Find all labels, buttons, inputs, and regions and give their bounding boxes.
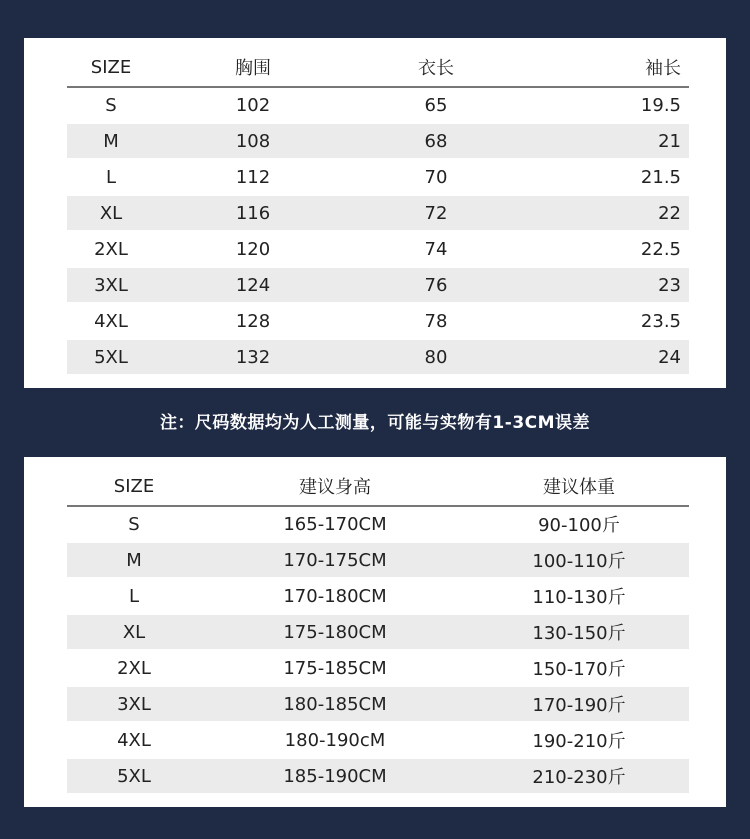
table-row	[67, 231, 689, 267]
cell-weight: 210-230斤	[469, 758, 689, 794]
table-row	[67, 578, 689, 614]
cell-weight: 130-150斤	[469, 614, 689, 650]
cell-size: 3XL	[67, 686, 201, 722]
table-row	[67, 159, 689, 195]
cell-size: M	[67, 123, 155, 159]
cell-size: 5XL	[67, 758, 201, 794]
cell-weight: 100-110斤	[469, 542, 689, 578]
cell-length: 68	[351, 123, 521, 159]
cell-sleeve: 19.5	[521, 87, 689, 123]
cell-height: 175-185CM	[201, 650, 469, 686]
cell-size: 3XL	[67, 267, 155, 303]
cell-length: 78	[351, 303, 521, 339]
fit-table-panel	[24, 457, 726, 807]
size-table-header	[67, 48, 689, 87]
table-row	[67, 758, 689, 794]
cell-length: 76	[351, 267, 521, 303]
cell-size: 2XL	[67, 231, 155, 267]
cell-length: 70	[351, 159, 521, 195]
cell-weight: 90-100斤	[469, 506, 689, 542]
cell-chest: 128	[155, 303, 351, 339]
cell-size: 2XL	[67, 650, 201, 686]
cell-chest: 120	[155, 231, 351, 267]
header-weight: 建议体重	[469, 467, 689, 506]
cell-height: 165-170CM	[201, 506, 469, 542]
cell-size: 4XL	[67, 303, 155, 339]
cell-sleeve: 24	[521, 339, 689, 375]
cell-weight: 170-190斤	[469, 686, 689, 722]
cell-size: S	[67, 87, 155, 123]
cell-sleeve: 23	[521, 267, 689, 303]
table-row	[67, 650, 689, 686]
table-row	[67, 123, 689, 159]
cell-height: 180-190cM	[201, 722, 469, 758]
cell-chest: 116	[155, 195, 351, 231]
cell-length: 72	[351, 195, 521, 231]
cell-chest: 102	[155, 87, 351, 123]
cell-height: 180-185CM	[201, 686, 469, 722]
cell-height: 170-180CM	[201, 578, 469, 614]
cell-height: 170-175CM	[201, 542, 469, 578]
table-row	[67, 267, 689, 303]
cell-height: 185-190CM	[201, 758, 469, 794]
cell-size: 4XL	[67, 722, 201, 758]
cell-size: M	[67, 542, 201, 578]
cell-weight: 150-170斤	[469, 650, 689, 686]
fit-table-header	[67, 467, 689, 506]
table-row	[67, 686, 689, 722]
table-row	[67, 722, 689, 758]
cell-length: 65	[351, 87, 521, 123]
header-sleeve: 袖长	[521, 48, 689, 87]
size-table	[67, 48, 689, 376]
header-length: 衣长	[351, 48, 521, 87]
cell-weight: 110-130斤	[469, 578, 689, 614]
cell-length: 80	[351, 339, 521, 375]
table-row	[67, 506, 689, 542]
cell-size: L	[67, 578, 201, 614]
cell-size: XL	[67, 614, 201, 650]
cell-sleeve: 22.5	[521, 231, 689, 267]
cell-chest: 132	[155, 339, 351, 375]
cell-length: 74	[351, 231, 521, 267]
cell-sleeve: 23.5	[521, 303, 689, 339]
fit-table	[67, 467, 689, 795]
measurement-note: 注：尺码数据均为人工测量，可能与实物有1-3CM误差	[159, 413, 591, 433]
table-row	[67, 339, 689, 375]
cell-sleeve: 21.5	[521, 159, 689, 195]
header-height: 建议身高	[201, 467, 469, 506]
cell-chest: 124	[155, 267, 351, 303]
table-row	[67, 303, 689, 339]
table-row	[67, 87, 689, 123]
header-chest: 胸围	[155, 48, 351, 87]
size-table-panel	[24, 38, 726, 388]
cell-size: S	[67, 506, 201, 542]
header-size: SIZE	[67, 467, 201, 506]
cell-chest: 108	[155, 123, 351, 159]
table-row	[67, 614, 689, 650]
table-row	[67, 195, 689, 231]
cell-size: XL	[67, 195, 155, 231]
cell-height: 175-180CM	[201, 614, 469, 650]
cell-sleeve: 22	[521, 195, 689, 231]
cell-size: L	[67, 159, 155, 195]
table-row	[67, 542, 689, 578]
cell-sleeve: 21	[521, 123, 689, 159]
cell-weight: 190-210斤	[469, 722, 689, 758]
header-size: SIZE	[67, 48, 155, 87]
cell-size: 5XL	[67, 339, 155, 375]
cell-chest: 112	[155, 159, 351, 195]
